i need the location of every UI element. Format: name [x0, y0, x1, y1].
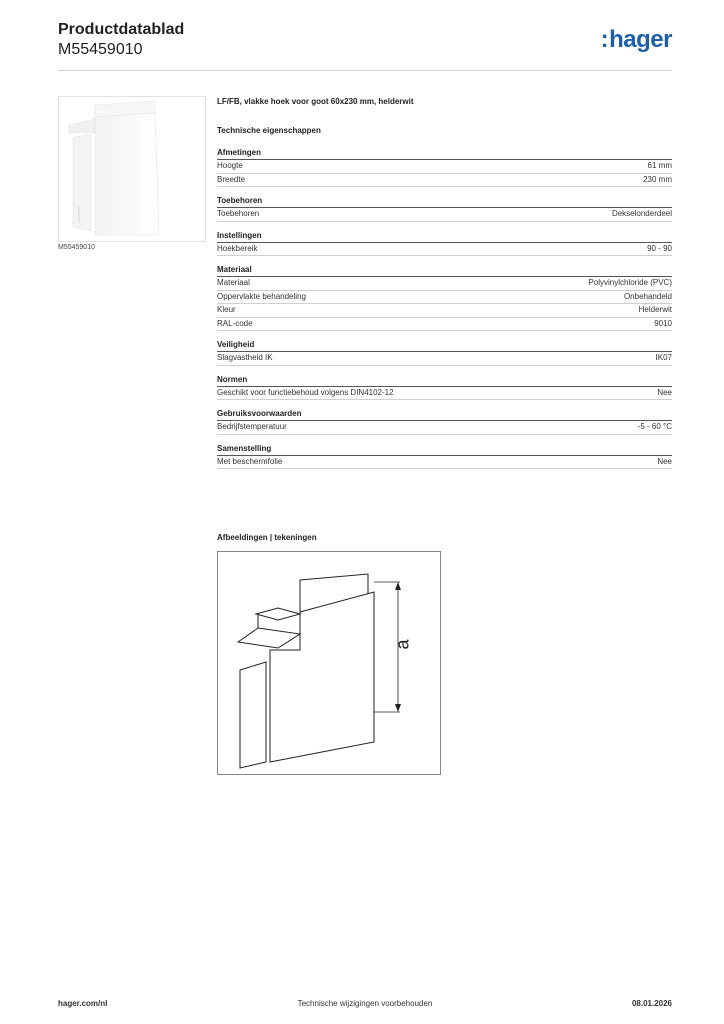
spec-content: [217, 97, 672, 478]
spec-label: Toebehoren: [217, 209, 260, 218]
spec-value: -5 - 60 °C: [637, 422, 672, 431]
spec-value: 230 mm: [643, 174, 672, 184]
spec-section-normen: [217, 375, 672, 401]
spec-row: [217, 387, 672, 401]
spec-row: [217, 456, 672, 470]
image-caption: M55459010: [58, 244, 95, 251]
spec-section-afmetingen: [217, 148, 672, 187]
spec-value: Dekselonderdeel: [611, 209, 672, 218]
spec-section-toebehoren: [217, 196, 672, 222]
spec-value: 61 mm: [647, 161, 672, 170]
spec-label: Geschikt voor functiebehoud volgens DIN4102-12: [217, 387, 394, 397]
spec-row: [217, 304, 672, 318]
document-header: [58, 20, 184, 60]
spec-row: [217, 160, 672, 174]
spec-section-samenstelling: [217, 444, 672, 470]
section-title: Gebruiksvoorwaarden: [217, 409, 672, 421]
spec-label: Bedrijfstemperatuur: [217, 422, 287, 431]
document-title: Productdatablad: [58, 21, 185, 38]
spec-row: [217, 208, 672, 222]
technical-drawing-svg: [218, 552, 440, 774]
spec-row: [217, 318, 672, 332]
spec-row: [217, 243, 672, 257]
spec-row: [217, 421, 672, 435]
technical-drawing: [217, 551, 441, 775]
spec-label: Hoekbereik: [217, 243, 258, 253]
spec-section-instellingen: [217, 231, 672, 257]
spec-value: Onbehandeld: [623, 291, 672, 301]
spec-label: Hoogte: [217, 161, 243, 170]
spec-label: Materiaal: [217, 278, 250, 287]
section-title: Toebehoren: [217, 196, 672, 208]
spec-label: Breedte: [217, 174, 246, 184]
footer-notice: Technische wijzigingen voorbehouden: [297, 999, 433, 1008]
section-title: Afmetingen: [217, 148, 672, 160]
product-render: [59, 97, 205, 241]
spec-label: Oppervlakte behandeling: [217, 291, 306, 301]
dimension-label-a: a: [392, 639, 413, 650]
section-title: Samenstelling: [217, 444, 672, 456]
spec-label: Met beschermfolie: [217, 456, 283, 466]
section-title: Materiaal: [217, 265, 672, 277]
spec-value: Polyvinylchloride (PVC): [588, 278, 672, 287]
spec-section-veiligheid: [217, 340, 672, 366]
spec-value: Nee: [657, 387, 672, 397]
spec-section-gebruiksvoorwaarden: [217, 409, 672, 435]
section-title: Instellingen: [217, 231, 672, 243]
footer-date: 08.01.2026: [631, 999, 672, 1008]
spec-row: [217, 291, 672, 305]
spec-row: [217, 174, 672, 188]
footer-website-link[interactable]: hager.com/nl: [58, 999, 108, 1008]
spec-label: Slagvastheid IK: [217, 353, 273, 362]
drawings-heading: Afbeeldingen | tekeningen: [217, 533, 317, 542]
spec-value: 9010: [654, 318, 672, 328]
hager-logo: :hager: [600, 26, 672, 53]
product-code: M55459010: [58, 41, 143, 58]
spec-row: [217, 277, 672, 291]
spec-value: Nee: [657, 456, 672, 466]
spec-label: Kleur: [217, 305, 236, 314]
spec-value: Helderwit: [638, 305, 672, 314]
header-divider: [58, 70, 672, 71]
spec-label: RAL-code: [217, 318, 253, 328]
product-image: [58, 96, 206, 242]
spec-value: 90 - 90: [647, 243, 672, 253]
section-title: Normen: [217, 375, 672, 387]
spec-section-materiaal: [217, 265, 672, 331]
product-description: LF/FB, vlakke hoek voor goot 60x230 mm, helderwit: [217, 97, 414, 106]
logo-text: hager: [609, 26, 672, 53]
spec-value: IK07: [655, 353, 672, 362]
spec-row: [217, 352, 672, 366]
section-title: Veiligheid: [217, 340, 672, 352]
section-heading-technical: Technische eigenschappen: [217, 126, 321, 135]
